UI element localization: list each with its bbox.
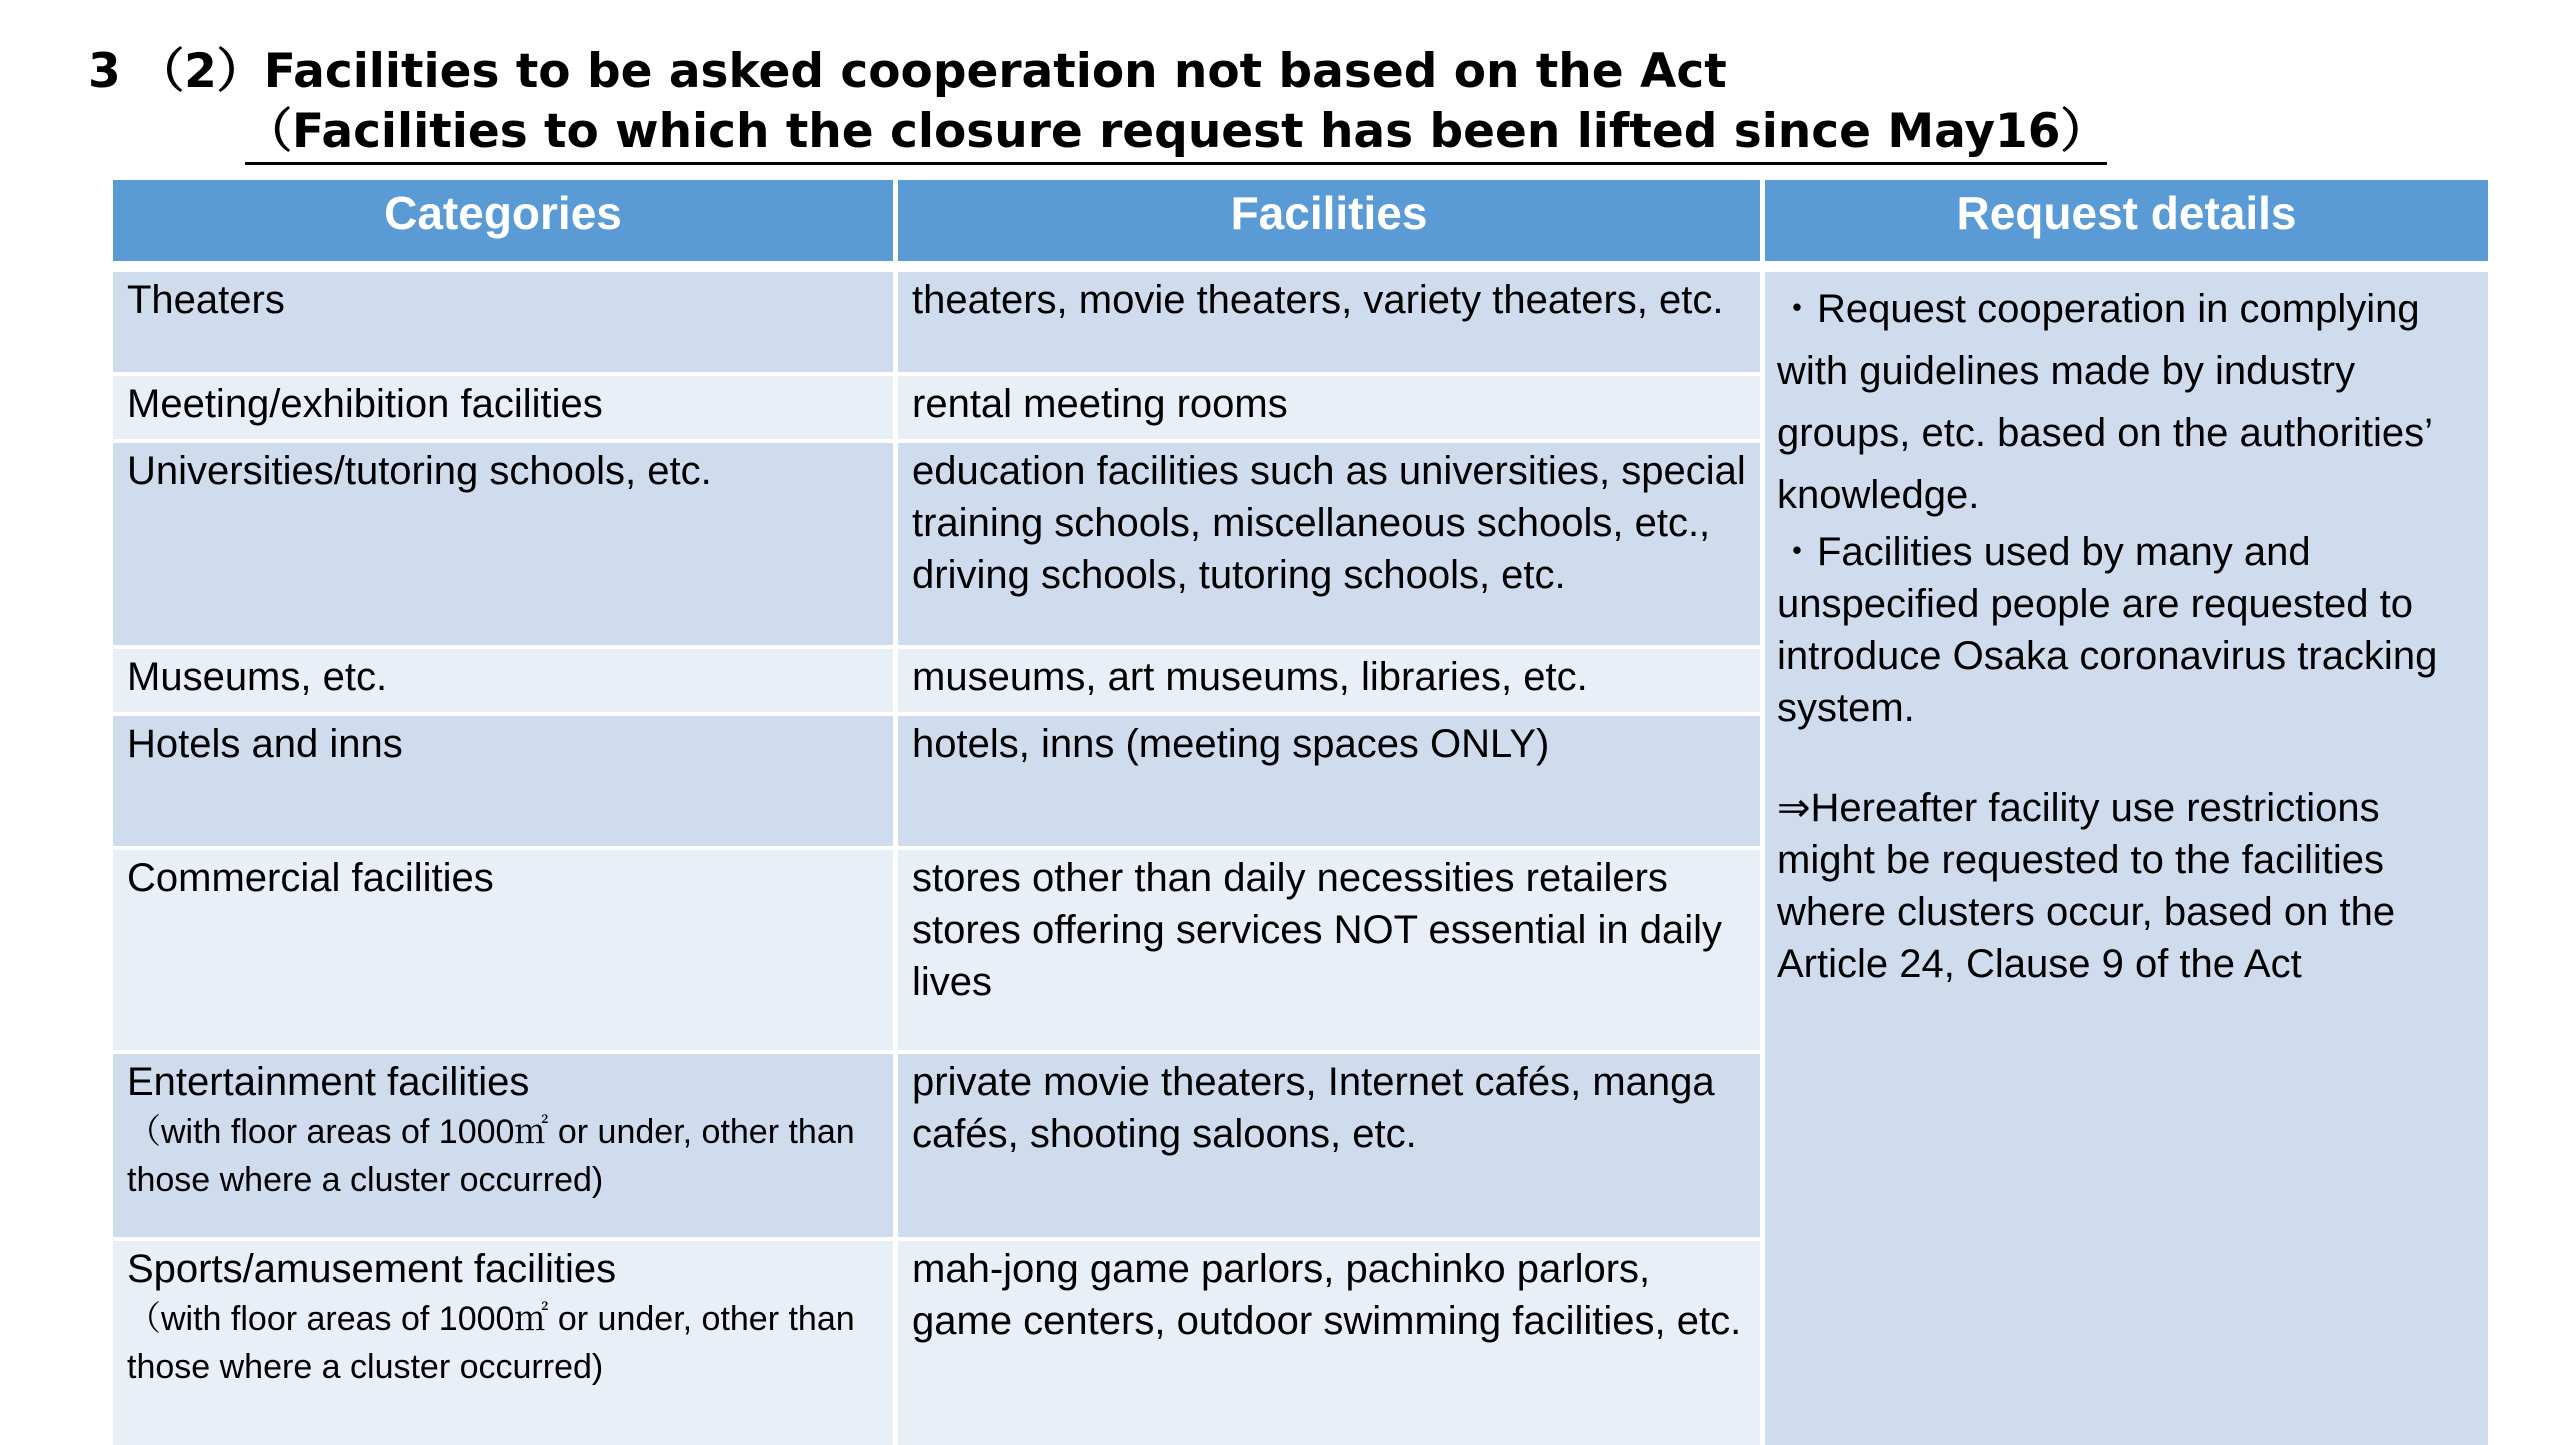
table-row-facilities: [898, 376, 1760, 439]
category-label: Sports/amusement facilities: [127, 1247, 617, 1291]
category-note: （with floor areas of 1000㎡ or under, other than those where a cluster occurred): [127, 1300, 855, 1386]
facilities-text: rental meeting rooms: [912, 382, 1288, 426]
table-row-category: [113, 1054, 893, 1237]
table-row-category: [113, 272, 893, 372]
facilities-text: stores other than daily necessities retailers stores offering services NOT essential in daily lives: [912, 856, 1722, 1004]
facilities-text: hotels, inns (meeting spaces ONLY): [912, 722, 1550, 766]
category-label: Hotels and inns: [127, 722, 403, 766]
facilities-table: [113, 180, 2488, 1445]
header-request-details: Request details: [1765, 180, 2488, 261]
table-row-category: [113, 649, 893, 712]
category-label: Entertainment facilities: [127, 1060, 530, 1104]
title-line-1: 3 （2）Facilities to be asked cooperation not based on the Act: [88, 44, 1727, 99]
facilities-text: mah-jong game parlors, pachinko parlors, game centers, outdoor swimming facilities, etc.: [912, 1247, 1742, 1343]
facilities-text: private movie theaters, Internet cafés, manga cafés, shooting saloons, etc.: [912, 1060, 1715, 1156]
request-details-cell: [1765, 272, 2488, 1445]
request-item-tracking-system: ・Facilities used by many and unspecified people are requested to introduce Osaka coronavirus tracking system.: [1777, 530, 2449, 730]
header-facilities: Facilities: [898, 180, 1760, 261]
header-categories: Categories: [113, 180, 893, 261]
table-row-category: [113, 850, 893, 1050]
table-row-facilities: [898, 716, 1760, 846]
table-row-category: [113, 1241, 893, 1445]
facilities-text: museums, art museums, libraries, etc.: [912, 655, 1588, 699]
table-row-category: [113, 443, 893, 645]
facilities-text: theaters, movie theaters, variety theaters, etc.: [912, 278, 1724, 322]
category-label: Meeting/exhibition facilities: [127, 382, 603, 426]
category-note: （with floor areas of 1000㎡ or under, other than those where a cluster occurred): [127, 1113, 855, 1199]
table-row-facilities: [898, 1241, 1760, 1445]
table-row-facilities: [898, 850, 1760, 1050]
table-row-facilities: [898, 649, 1760, 712]
category-label: Theaters: [127, 278, 285, 322]
table-row-category: [113, 716, 893, 846]
table-row-facilities: [898, 272, 1760, 372]
category-label: Commercial facilities: [127, 856, 494, 900]
request-item-restrictions: ⇒Hereafter facility use restrictions might be requested to the facilities where clusters occur, based on the Article 24, Clause 9 of the Act: [1777, 786, 2405, 986]
table-row-facilities: [898, 443, 1760, 645]
facilities-text: education facilities such as universities, special training schools, miscellaneous schools, etc., driving schools, tutoring schools, etc.: [912, 449, 1746, 597]
table-row-category: [113, 376, 893, 439]
request-item-guidelines: ・Request cooperation in complying with guidelines made by industry groups, etc. based on the authorities’ knowledge.: [1777, 287, 2443, 517]
category-label: Museums, etc.: [127, 655, 388, 699]
category-label: Universities/tutoring schools, etc.: [127, 449, 712, 493]
table-row-facilities: [898, 1054, 1760, 1237]
title-line-2: （Facilities to which the closure request has been lifted since May16）: [245, 102, 2107, 165]
page-title: [88, 42, 2107, 165]
